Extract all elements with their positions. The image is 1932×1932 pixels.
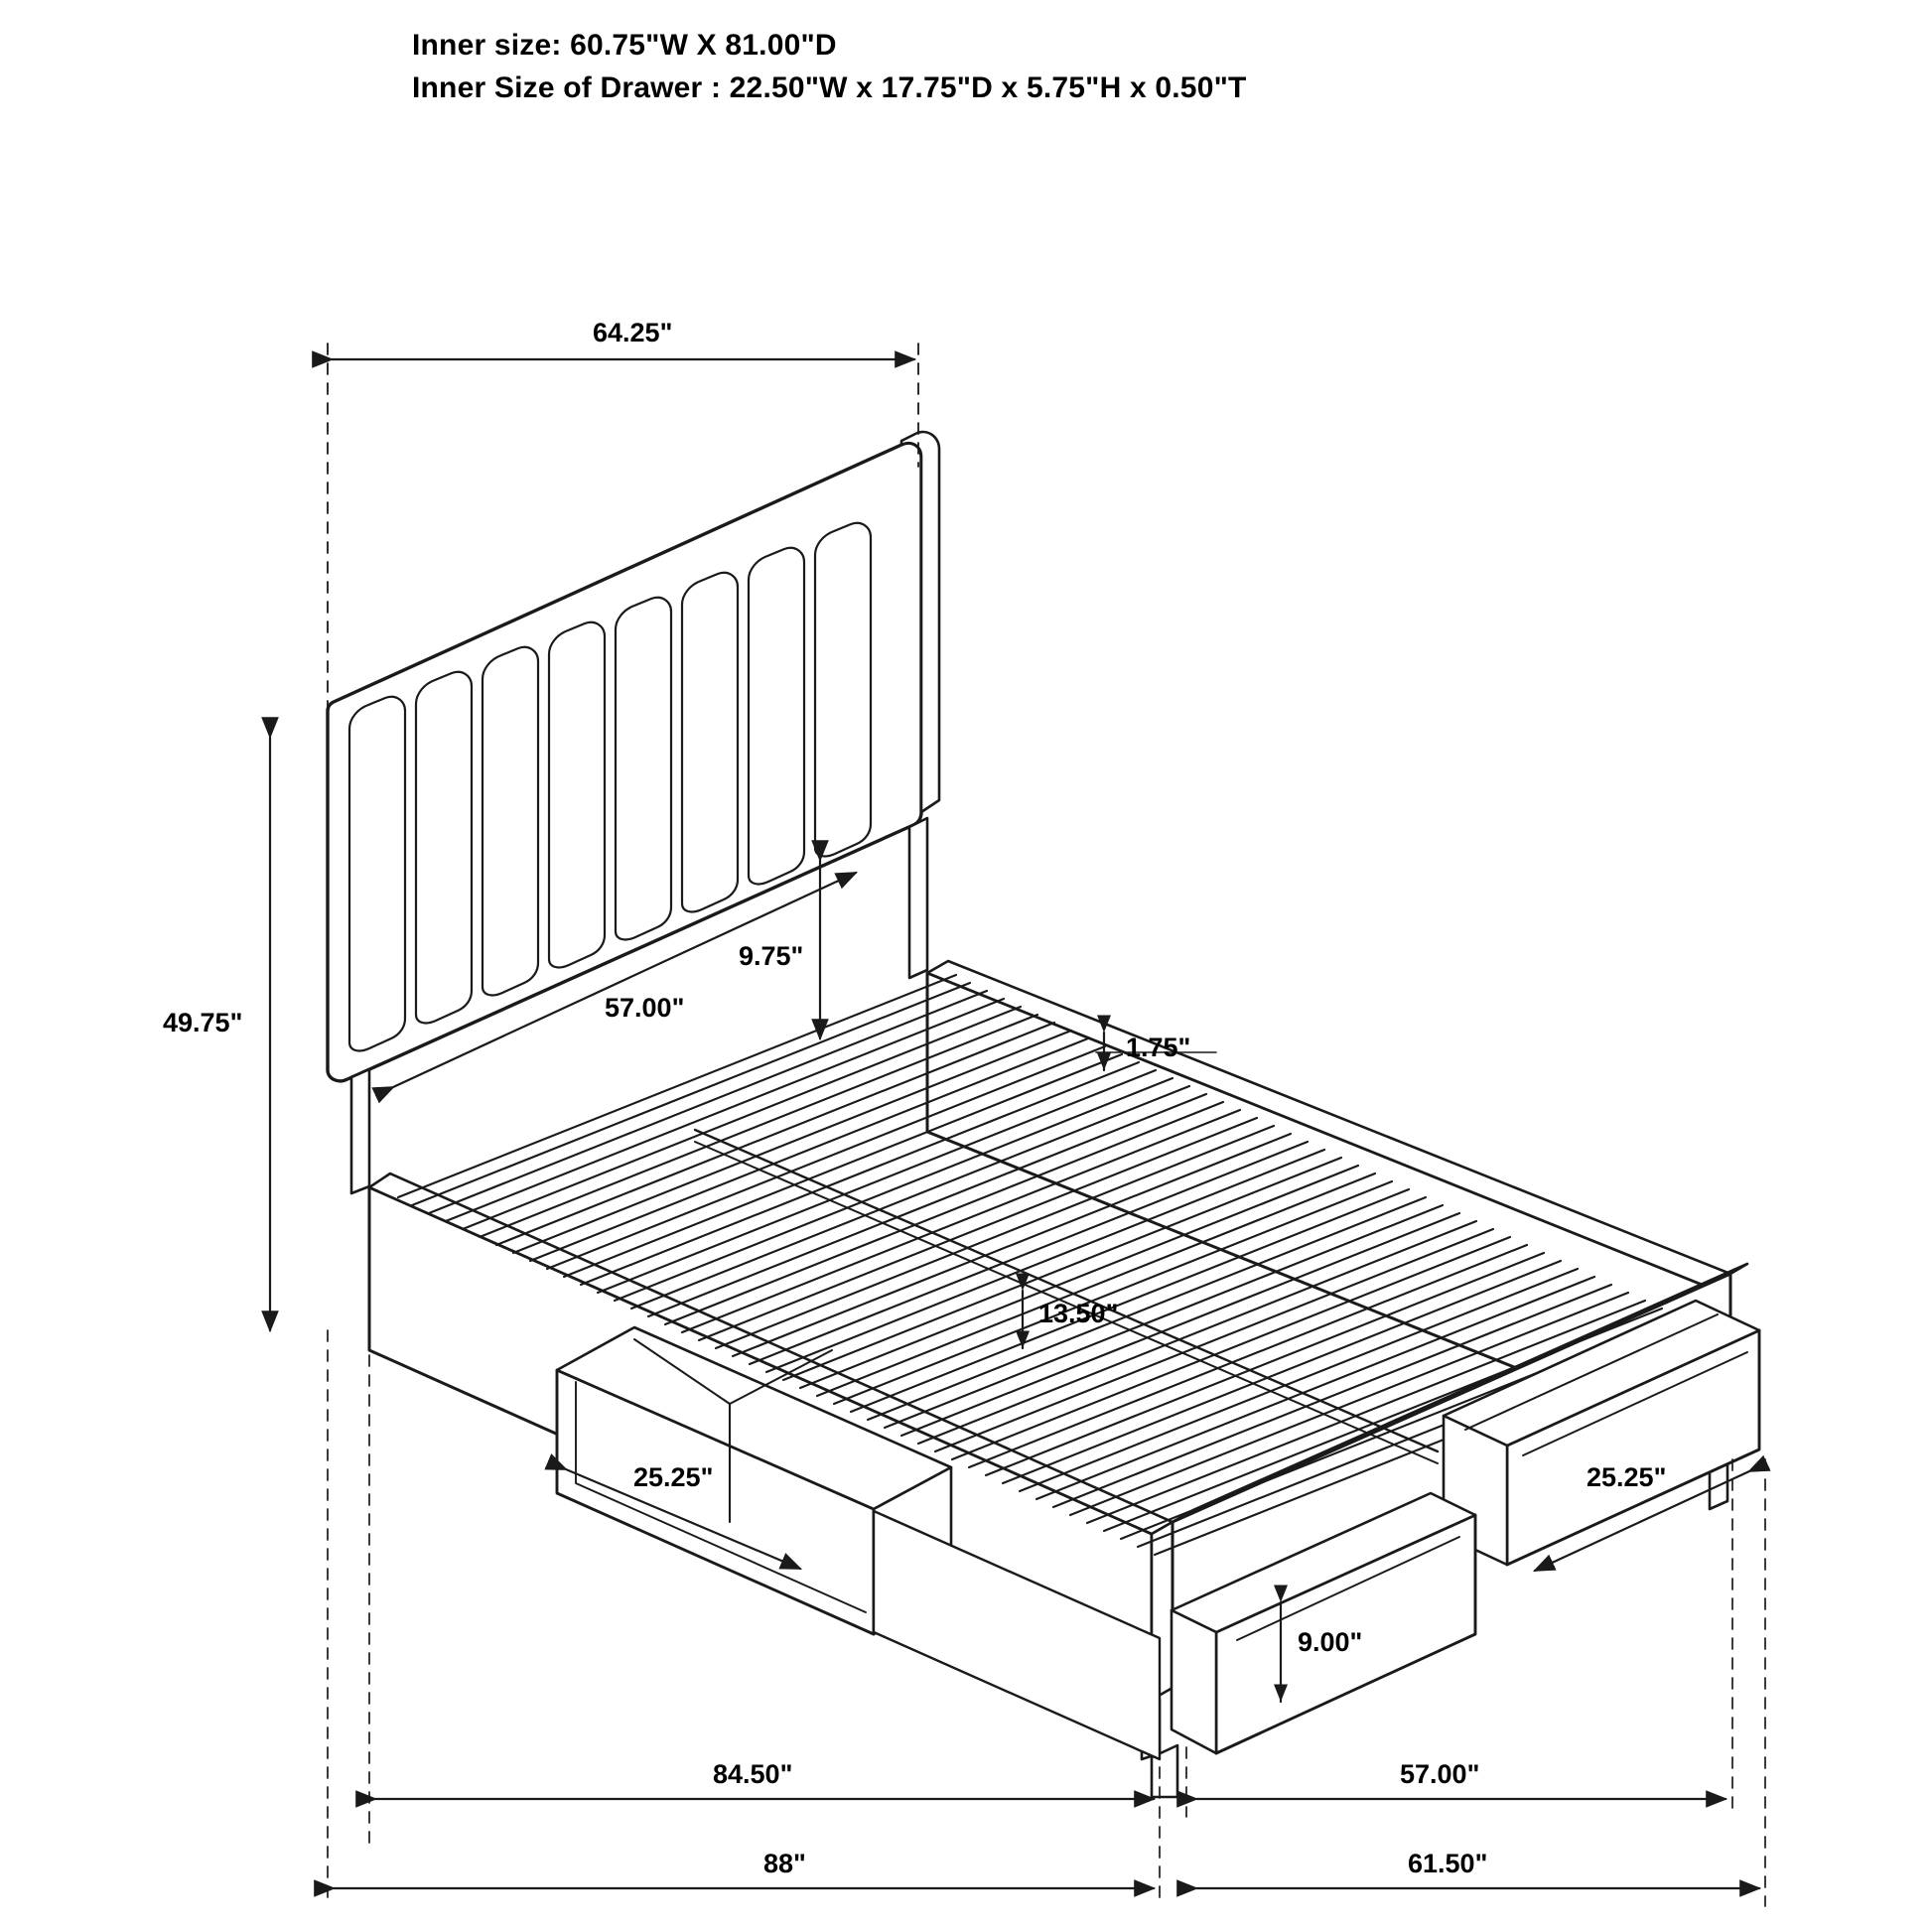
dim-label-headboard-panel-width: 57.00" — [605, 993, 685, 1023]
dim-label-bed-width-inner: 57.00" — [1400, 1759, 1480, 1789]
header-inner-size: Inner size: 60.75"W X 81.00"D — [412, 29, 837, 62]
header-inner-size-drawer: Inner Size of Drawer : 22.50"W x 17.75"D x 5.75"H x 0.50"T — [412, 71, 1247, 104]
dim-label-deck-height: 13.50" — [1038, 1299, 1119, 1328]
dim-label-drawer-depth-right: 25.25" — [1587, 1462, 1667, 1492]
dim-label-drawer-height: 9.00" — [1298, 1627, 1363, 1657]
dim-label-headboard-height: 49.75" — [163, 1008, 243, 1037]
dim-label-bed-length-overall: 88" — [763, 1849, 806, 1878]
dim-label-rail-thickness: 1.75" — [1126, 1033, 1191, 1062]
dim-label-bed-width-overall: 61.50" — [1408, 1849, 1488, 1878]
dim-label-headboard-width: 64.25" — [593, 318, 673, 347]
dim-label-bed-length-inner: 84.50" — [713, 1759, 793, 1789]
dim-label-headboard-to-deck: 9.75" — [739, 941, 804, 971]
dim-label-drawer-depth-left: 25.25" — [633, 1462, 714, 1492]
